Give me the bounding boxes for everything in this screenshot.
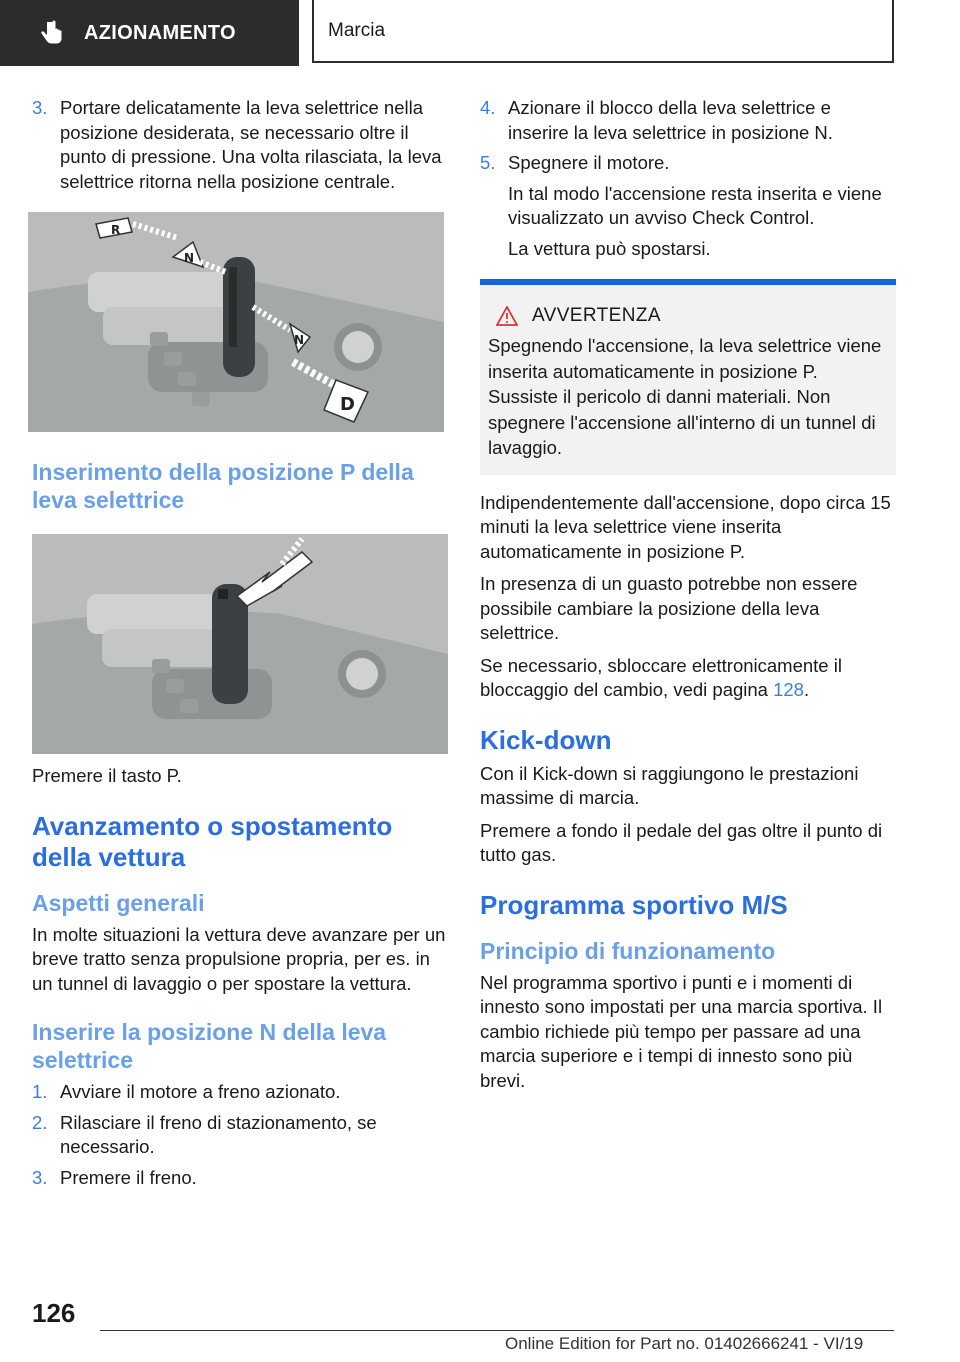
step5-note: La vettura può spostarsi. [508,237,711,259]
arrow-label-n-up: N [184,251,195,265]
kick-text: Premere a fondo il pedale del gas oltre il punto di tutto gas. [480,819,883,865]
selector-lever-figure [28,212,444,432]
paragraph: In presenza di un guasto potrebbe non essere possibile cambiare la posizione della leva selettrice. [480,573,858,643]
paragraph-end: . [803,679,810,700]
heading-sport-program: Programma sportivo M/S [480,889,788,920]
list-item [480,151,896,176]
warning-box [480,279,896,475]
step-text: Portare delicatamente la leva selettrice nella posizione desiderata, se necessario oltre il punto di pressione. Una volta rilasciata, la leva selettrice ritorna nella posizione centrale. [60,97,442,192]
list-item [480,96,896,145]
step-text: Azionare il blocco della leva selettrice e inserire la leva selettrice in posizione N. [508,97,833,143]
paragraph: Indipendentemente dall'accensione, dopo circa 15 minuti la leva selettrice viene inserita automaticamente in posizione P. [480,491,891,562]
step-text: Avviare il motore a freno azionato. [60,1081,341,1102]
hand-pointer-icon [36,18,66,48]
footer-divider [100,1330,894,1331]
step-number: 4. [480,97,496,118]
heading-p-position: Inserimento della posizione P della leva selettrice [32,459,414,513]
heading-moving-vehicle: Avanzamento o spostamento della vettura [32,810,393,872]
paragraph [480,654,896,703]
heading-kick-down: Kick-down [480,724,612,755]
section-tab [0,0,299,66]
paragraph-text: Se necessario, sbloccare elettronicamente il bloccaggio del cambio, vedi pagina [480,654,842,700]
heading-principle: Principio di funzionamento [480,937,776,964]
arrow-label-n-down: N [294,333,305,347]
warning-triangle-icon [496,306,518,326]
heading-general: Aspetti generali [32,889,205,916]
list-item [32,1166,448,1191]
warning-text: Spegnendo l'accensione, la leva selettrice viene inserita automaticamente in posizione P. Sussiste il pericolo di danni materiali. Non spegnere l'accensione all'interno di un tunnel di lavaggio. [488,335,882,458]
warning-title: AVVERTENZA [532,305,661,326]
section-label: AZIONAMENTO [84,21,236,44]
step-number: 5. [480,152,496,173]
list-item [32,1111,448,1160]
general-text: In molte situazioni la vettura deve avanzare per un breve tratto senza propulsione propria, per es. in un tunnel di lavaggio o per spostare la vettura. [32,923,446,994]
step-text: Rilasciare il freno di stazionamento, se necessario. [60,1111,377,1157]
left-column [32,96,448,1196]
principle-text: Nel programma sportivo i punti e i momenti di innesto sono impostati per una marcia sportiva. Il cambio richiede più tempo per passare ad una marcia superiore e i tempi di innesto sono più brevi. [480,971,883,1091]
caption-p-button: Premere il tasto P. [32,765,182,786]
step-text: Spegnere il motore. [508,152,670,173]
step5-note: In tal modo l'accensione resta inserita e viene visualizzato un avviso Check Control. [508,182,882,228]
step-number: 3. [32,97,48,118]
step-number: 1. [32,1081,48,1102]
p-button-figure [32,534,448,754]
step-text: Premere il freno. [60,1166,197,1188]
warning-header [488,305,888,327]
list-item [32,96,448,194]
right-column [480,96,896,1101]
arrow-label-r: R [111,223,121,237]
page-topic-box [312,0,894,63]
edition-note: Online Edition for Part no. 01402666241 - VI/19 [505,1334,864,1353]
arrow-label-d: D [340,394,355,415]
kick-text: Con il Kick-down si raggiungono le prestazioni massime di marcia. [480,762,859,808]
page-topic: Marcia [328,19,386,41]
page-number: 126 [32,1298,76,1328]
list-item [32,1080,448,1105]
step-number: 3. [32,1166,48,1188]
page-link[interactable]: 128 [773,679,804,700]
heading-n-position: Inserire la posizione N della leva selettrice [32,1019,387,1073]
step-number: 2. [32,1111,48,1133]
